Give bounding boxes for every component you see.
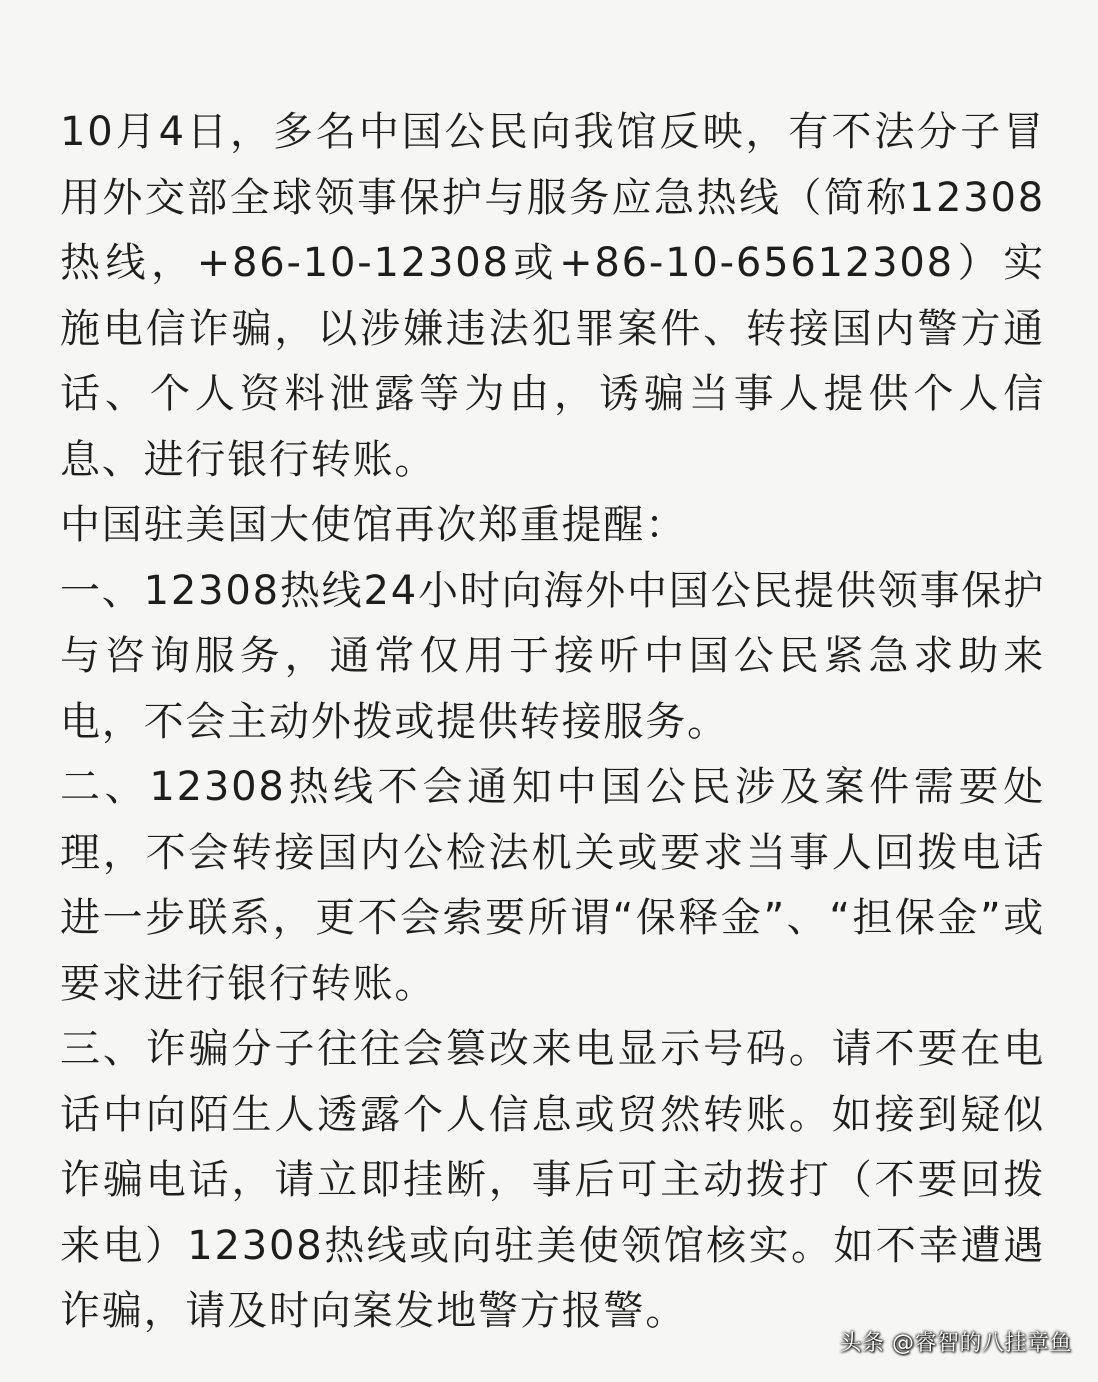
paragraph-point-three: 三、诈骗分子往往会篡改来电显示号码。请不要在电话中向陌生人透露个人信息或贸然转账。如接到疑似诈骗电话，请立即挂断，事后可主动拨打（不要回拨来电）12308热线或向驻美使领馆核实。如不幸遭遇诈骗，请及时向案发地警方报警。: [60, 1026, 1045, 1334]
paragraph-intro: 10月4日，多名中国公民向我馆反映，有不法分子冒用外交部全球领事保护与服务应急热线（简称12308热线，+86-10-12308或+86-10-65612308）实施电信诈骗，以涉嫌违法犯罪案件、转接国内警方通话、个人资料泄露等为由，诱骗当事人提供个人信息、进行银行转账。: [60, 109, 1045, 483]
source-watermark: 头条 @睿智的八挂章鱼: [839, 1331, 1072, 1356]
notice-document: [60, 100, 1045, 1345]
paragraph-reminder-heading: 中国驻美国大使馆再次郑重提醒：: [60, 502, 687, 548]
paragraph-point-one: 一、12308热线24小时向海外中国公民提供领事保护与咨询服务，通常仅用于接听中国公民紧急求助来电，不会主动外拨或提供转接服务。: [60, 567, 1045, 745]
paragraph-point-two: 二、12308热线不会通知中国公民涉及案件需要处理，不会转接国内公检法机关或要求当事人回拨电话进一步联系，更不会索要所谓“保释金”、“担保金”或要求进行银行转账。: [60, 764, 1045, 1007]
